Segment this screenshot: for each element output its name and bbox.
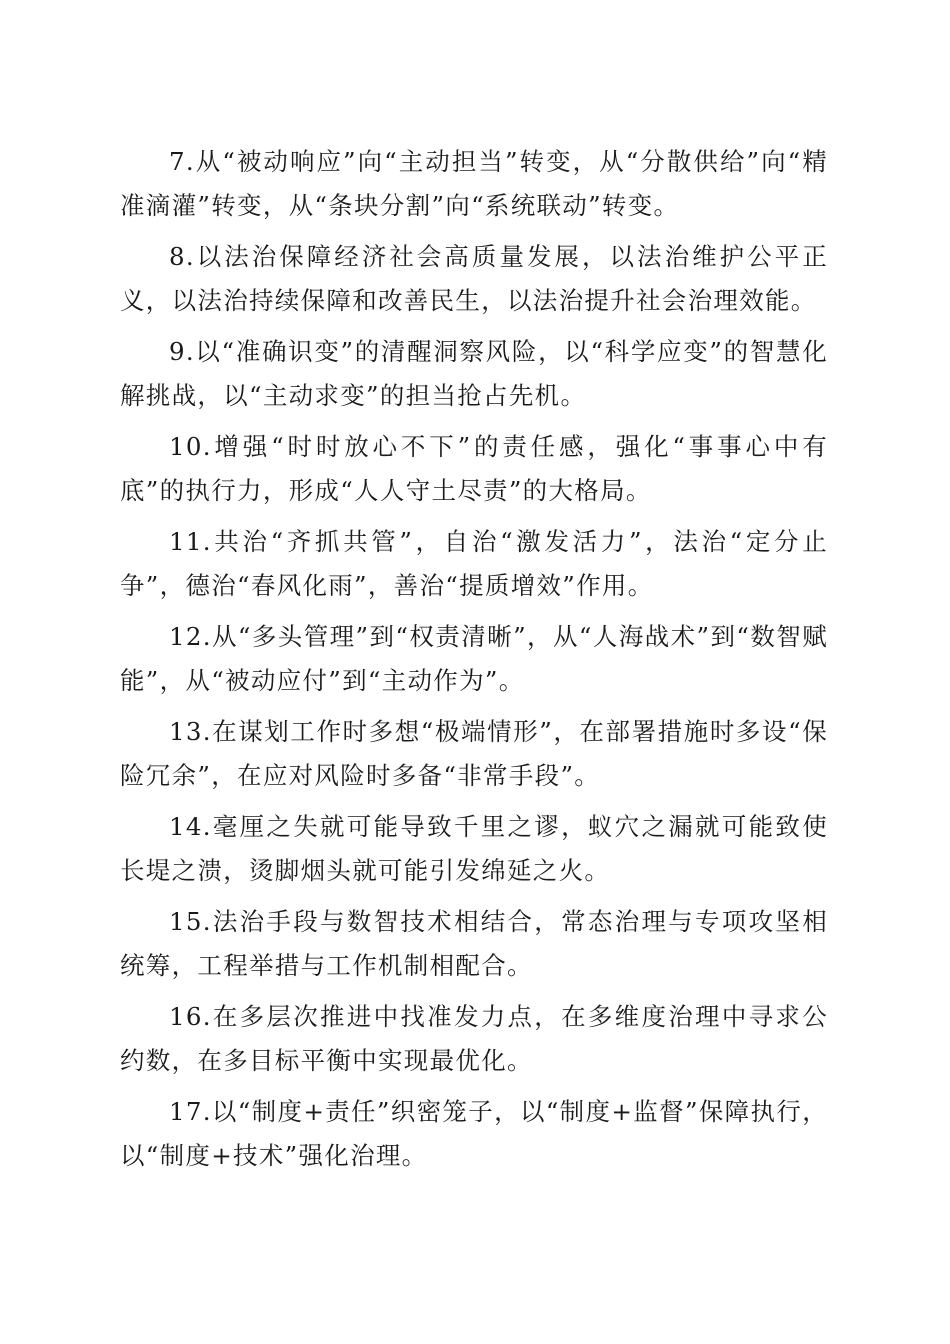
paragraph-11: 11.共治“齐抓共管”，自治“激发活力”，法治“定分止争”，德治“春风化雨”，善治“提质增效”作用。 xyxy=(120,527,828,600)
paragraph-7: 7.从“被动响应”向“主动担当”转变，从“分散供给”向“精准滴灌”转变，从“条块分割”向“系统联动”转变。 xyxy=(120,147,828,220)
paragraph-16: 16.在多层次推进中找准发力点，在多维度治理中寻求公约数，在多目标平衡中实现最优化。 xyxy=(120,1002,828,1075)
paragraph-8: 8.以法治保障经济社会高质量发展，以法治维护公平正义，以法治持续保障和改善民生，以法治提升社会治理效能。 xyxy=(120,242,828,315)
paragraph-9: 9.以“准确识变”的清醒洞察风险，以“科学应变”的智慧化解挑战，以“主动求变”的担当抢占先机。 xyxy=(120,337,828,410)
document-body xyxy=(120,140,828,1185)
paragraph-12: 12.从“多头管理”到“权责清晰”，从“人海战术”到“数智赋能”，从“被动应付”到“主动作为”。 xyxy=(120,622,828,695)
paragraph-13: 13.在谋划工作时多想“极端情形”，在部署措施时多设“保险冗余”，在应对风险时多备“非常手段”。 xyxy=(120,717,828,790)
paragraph-15: 15.法治手段与数智技术相结合，常态治理与专项攻坚相统筹，工程举措与工作机制相配合。 xyxy=(120,907,828,980)
paragraph-14: 14.毫厘之失就可能导致千里之谬，蚁穴之漏就可能致使长堤之溃，烫脚烟头就可能引发绵延之火。 xyxy=(120,812,828,885)
paragraph-10: 10.增强“时时放心不下”的责任感，强化“事事心中有底”的执行力，形成“人人守土尽责”的大格局。 xyxy=(120,432,828,505)
paragraph-17: 17.以“制度+责任”织密笼子，以“制度+监督”保障执行，以“制度+技术”强化治理。 xyxy=(120,1097,828,1170)
